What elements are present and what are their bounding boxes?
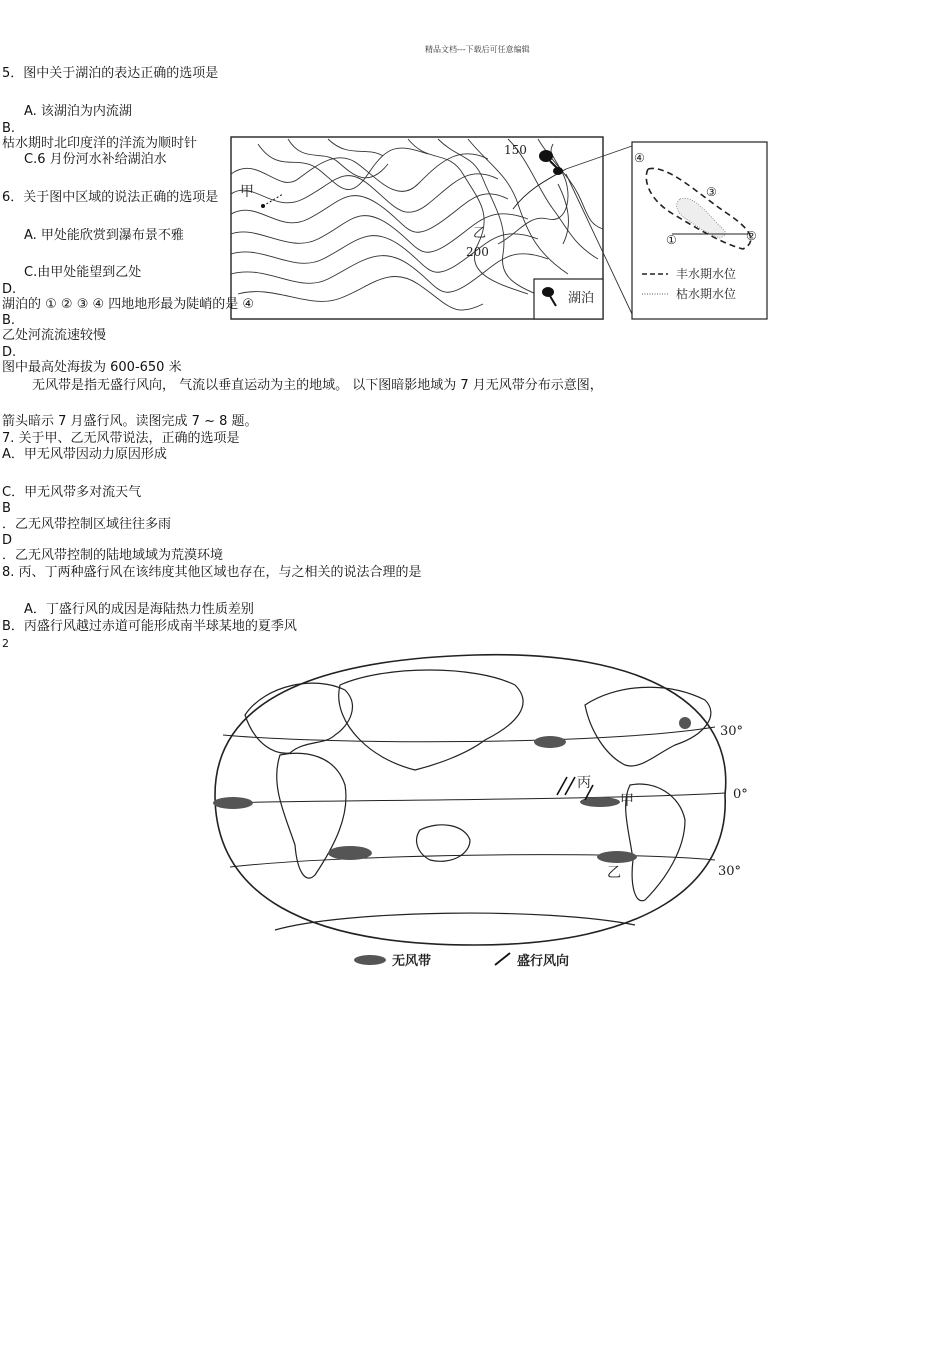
- intro-line-1: 无风带是指无盛行风向， 气流以垂直运动为主的地域。 以下图暗影地域为 7 月无风带分布示意图，: [32, 378, 603, 393]
- q7-option-d-label: D: [2, 533, 13, 548]
- legend-calm-symbol: [354, 955, 386, 965]
- label-yi: 乙: [473, 226, 487, 241]
- q5-stem: 5．图中关于湖泊的表达正确的选项是: [2, 66, 219, 81]
- q6-option-d2: 图中最高处海拔为 600-650 米: [2, 360, 182, 375]
- point-1: ①: [666, 233, 677, 247]
- label-yi-map2: 乙: [607, 865, 621, 881]
- latitude-label-0: 0°: [733, 787, 748, 802]
- q6-option-a: A. 甲处能欣赏到瀑布景不雅: [24, 228, 184, 243]
- label-jia: 甲: [240, 184, 254, 200]
- q5-option-b-label: B.: [2, 121, 16, 136]
- latitude-label-s30: 30°: [718, 864, 742, 879]
- river-line: [513, 169, 566, 209]
- q6-option-d2-label: D.: [2, 345, 17, 360]
- q5-option-c: C.6 月份河水补给湖泊水: [24, 152, 167, 167]
- q8-stem: 8. 丙、丁两种盛行风在该纬度其他区域也存在，与之相关的说法合理的是: [2, 565, 422, 580]
- q8-option-b: B．丙盛行风越过赤道可能形成南半球某地的夏季风: [2, 619, 297, 634]
- contour-map-figure: [228, 134, 773, 324]
- q7-option-d: ．乙无风带控制的陆地域域为荒漠环境: [2, 548, 224, 563]
- q6-option-b-label: B.: [2, 313, 16, 328]
- intro-line-2: 箭头暗示 7 月盛行风。读图完成 7 ~ 8 题。: [2, 414, 258, 429]
- q6-stem: 6．关于图中区域的说法正确的选项是: [2, 190, 219, 205]
- point-2: ②: [746, 229, 757, 243]
- contour-label-150: 150: [504, 143, 527, 157]
- legend-high-label: 丰水期水位: [676, 267, 737, 281]
- page-header: 精品文档---下载后可任意编辑: [425, 45, 530, 54]
- q5-option-a: A. 该湖泊为内流湖: [24, 104, 132, 119]
- latitude-label-n30: 30°: [720, 724, 744, 739]
- q7-option-b: ．乙无风带控制区域往往多雨: [2, 517, 172, 532]
- point-3: ③: [706, 185, 717, 199]
- q5-option-b: 枯水期时北印度洋的洋流为顺时针: [2, 136, 198, 151]
- q6-option-b: 乙处河流流速较慢: [2, 328, 107, 343]
- legend-low-label: 枯水期水位: [676, 287, 737, 301]
- q7-option-b-label: B: [2, 501, 11, 516]
- q6-option-d: 湖泊的 ① ② ③ ④ 四地地形最为陡峭的是 ④: [2, 297, 255, 312]
- q7-stem: 7. 关于甲、乙无风带说法，正确的选项是: [2, 431, 240, 446]
- legend-wind-symbol: [495, 953, 510, 965]
- q8-option-a: A．丁盛行风的成因是海陆热力性质差别: [24, 602, 254, 617]
- legend-calm-label: 无风带: [392, 954, 432, 969]
- label-jia-map2: 甲: [620, 793, 634, 809]
- world-calm-belt-map: [185, 645, 765, 975]
- point-4: ④: [634, 151, 645, 165]
- lake-shape: [539, 150, 553, 162]
- legend-wind-label: 盛行风向: [517, 954, 570, 969]
- contour-label-200: 200: [466, 245, 489, 259]
- q6-option-c: C.由甲处能望到乙处: [24, 265, 142, 280]
- page-number: 2: [2, 637, 9, 650]
- label-bing: 丙: [577, 775, 591, 791]
- q6-option-d-label: D.: [2, 282, 17, 297]
- lake-inset-label: 湖泊: [568, 291, 595, 306]
- q7-option-c: C．甲无风带多对流天气: [2, 485, 142, 500]
- q7-option-a: A．甲无风带因动力原因形成: [2, 447, 167, 462]
